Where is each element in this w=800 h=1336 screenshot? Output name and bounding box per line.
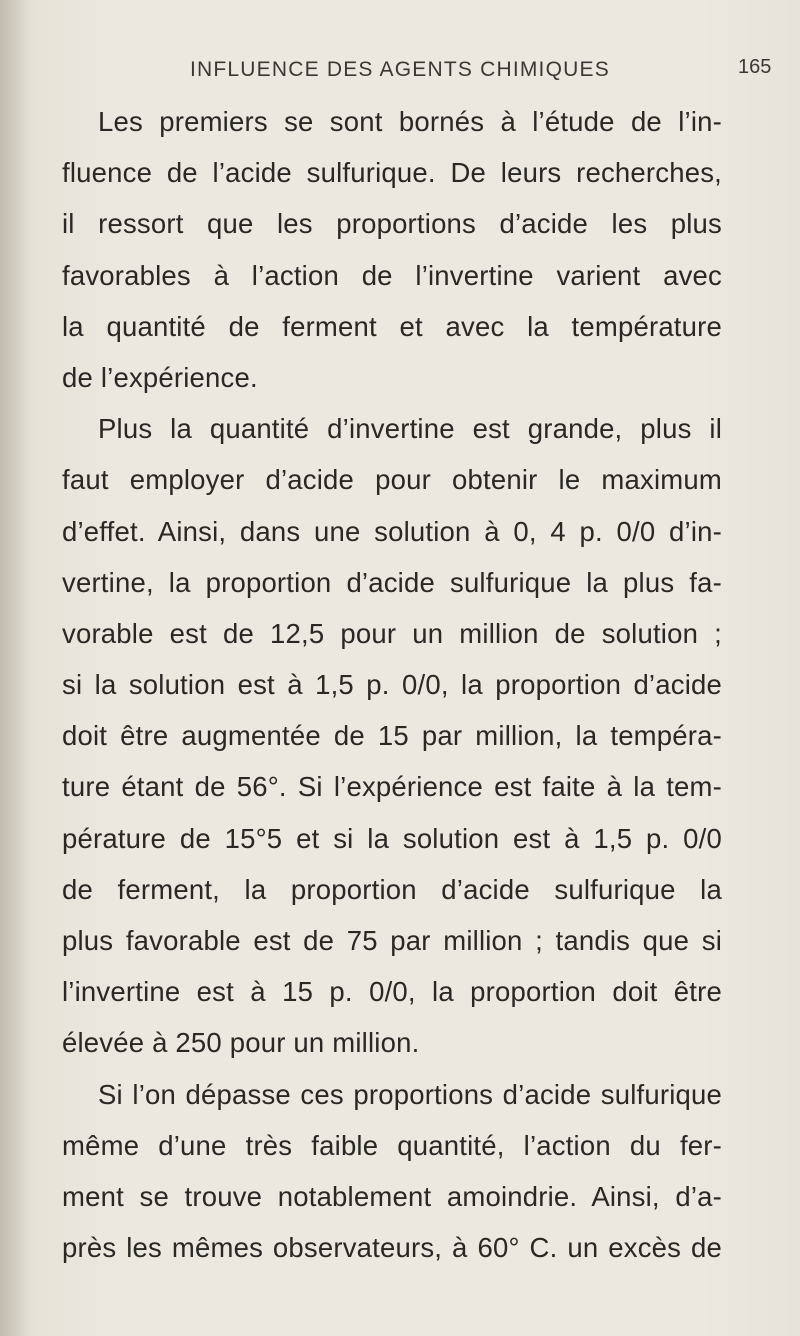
text-line: élevée à 250 pour un million. bbox=[62, 1027, 420, 1059]
text-line: la quantité de ferment et avec la température bbox=[62, 310, 722, 342]
text-line: d’effet. Ainsi, dans une solution à 0, 4 p. 0/0 d’in- bbox=[62, 515, 722, 547]
text-line: fluence de l’acide sulfurique. De leurs recherches, bbox=[62, 157, 722, 189]
text-line: l’invertine est à 15 p. 0/0, la proportion doit être bbox=[62, 976, 722, 1008]
text-line: faut employer d’acide pour obtenir le maximum bbox=[62, 464, 722, 496]
text-line: si la solution est à 1,5 p. 0/0, la proportion d’acide bbox=[62, 669, 722, 701]
text-line: favorables à l’action de l’invertine varient avec bbox=[62, 259, 722, 291]
text-line: doit être augmentée de 15 par million, la tempéra- bbox=[62, 720, 722, 752]
text-line: vorable est de 12,5 pour un million de solution ; bbox=[62, 617, 722, 649]
page-number: 165 bbox=[738, 56, 772, 78]
text-line: même d’une très faible quantité, l’action du fer- bbox=[62, 1129, 722, 1161]
text-line: de l’expérience. bbox=[62, 361, 258, 393]
text-line: vertine, la proportion d’acide sulfurique la plus fa- bbox=[62, 566, 722, 598]
text-line: Si l’on dépasse ces proportions d’acide sulfurique bbox=[98, 1078, 722, 1110]
text-line: il ressort que les proportions d’acide les plus bbox=[62, 208, 722, 240]
text-line: ment se trouve notablement amoindrie. Ainsi, d’a- bbox=[62, 1180, 722, 1212]
running-title: INFLUENCE DES AGENTS CHIMIQUES bbox=[190, 58, 610, 81]
body-text bbox=[62, 96, 722, 1273]
text-line: de ferment, la proportion d’acide sulfurique la bbox=[62, 873, 722, 905]
text-line: ture étant de 56°. Si l’expérience est faite à la tem- bbox=[62, 771, 722, 803]
text-line: Plus la quantité d’invertine est grande, plus il bbox=[98, 413, 722, 445]
text-line: près les mêmes observateurs, à 60° C. un excès de bbox=[62, 1232, 722, 1264]
text-line: Les premiers se sont bornés à l’étude de l’in- bbox=[98, 106, 722, 137]
page-gutter-shadow bbox=[0, 0, 30, 1336]
text-line: pérature de 15°5 et si la solution est à 1,5 p. 0/0 bbox=[62, 822, 722, 854]
text-line: plus favorable est de 75 par million ; tandis que si bbox=[62, 925, 722, 956]
